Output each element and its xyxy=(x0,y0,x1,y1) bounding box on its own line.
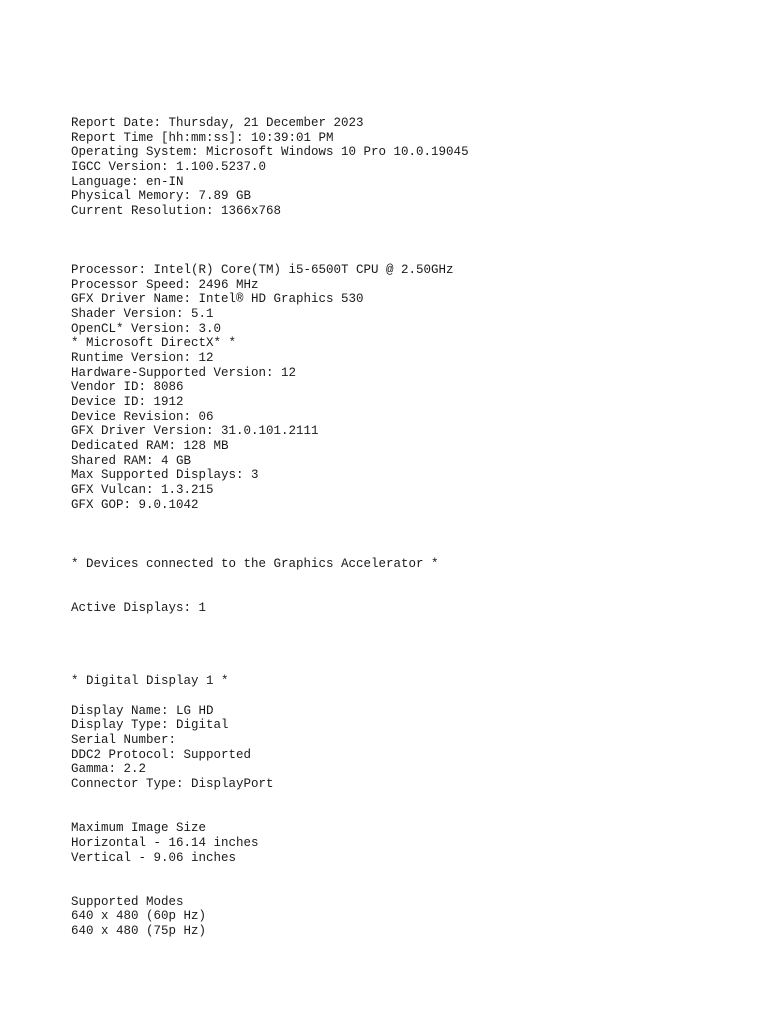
opencl-version: OpenCL* Version: 3.0 xyxy=(71,321,222,336)
spacer xyxy=(71,689,469,704)
report-document xyxy=(71,116,469,939)
display-type: Display Type: Digital xyxy=(71,718,229,733)
spacer xyxy=(71,792,469,821)
runtime-version: Runtime Version: 12 xyxy=(71,350,214,365)
supported-modes-heading: Supported Modes xyxy=(71,894,184,909)
display-name: Display Name: LG HD xyxy=(71,703,214,718)
ddc2-protocol: DDC2 Protocol: Supported xyxy=(71,747,252,762)
vendor-id: Vendor ID: 8086 xyxy=(71,380,184,395)
gfx-driver-version: GFX Driver Version: 31.0.101.2111 xyxy=(71,424,319,439)
display-1-heading: * Digital Display 1 * xyxy=(71,674,229,689)
horizontal-size: Horizontal - 16.14 inches xyxy=(71,835,259,850)
serial-number: Serial Number: xyxy=(71,733,177,748)
gfx-vulcan: GFX Vulcan: 1.3.215 xyxy=(71,483,214,498)
gfx-driver-name: GFX Driver Name: Intel® HD Graphics 530 xyxy=(71,292,364,307)
hardware-supported-version: Hardware-Supported Version: 12 xyxy=(71,365,297,380)
graphics-info-section xyxy=(71,263,469,513)
processor-speed: Processor Speed: 2496 MHz xyxy=(71,277,259,292)
processor: Processor: Intel(R) Core(TM) i5-6500T CPU @ 2.50GHz xyxy=(71,262,454,277)
operating-system: Operating System: Microsoft Windows 10 Pro 10.0.19045 xyxy=(71,145,469,160)
igcc-version: IGCC Version: 1.100.5237.0 xyxy=(71,160,267,175)
gfx-gop: GFX GOP: 9.0.1042 xyxy=(71,497,199,512)
connector-type: Connector Type: DisplayPort xyxy=(71,777,274,792)
spacer xyxy=(71,571,469,600)
device-id: Device ID: 1912 xyxy=(71,395,184,409)
active-displays: Active Displays: 1 xyxy=(71,600,207,615)
image-size-heading: Maximum Image Size xyxy=(71,821,207,836)
max-supported-displays: Max Supported Displays: 3 xyxy=(71,468,259,483)
devices-heading: * Devices connected to the Graphics Accelerator * xyxy=(71,556,439,571)
language: Language: en-IN xyxy=(71,174,184,189)
device-revision: Device Revision: 06 xyxy=(71,409,214,424)
mode-item: 640 x 480 (75p Hz) xyxy=(71,923,207,938)
report-time: Report Time [hh:mm:ss]: 10:39:01 PM xyxy=(71,130,334,145)
spacer xyxy=(71,513,469,557)
current-resolution: Current Resolution: 1366x768 xyxy=(71,204,282,219)
report-date: Report Date: Thursday, 21 December 2023 xyxy=(71,116,364,130)
directx-heading: * Microsoft DirectX* * xyxy=(71,336,237,351)
shader-version: Shader Version: 5.1 xyxy=(71,306,214,321)
gamma: Gamma: 2.2 xyxy=(71,762,147,777)
supported-modes-section xyxy=(71,895,469,939)
image-size-section xyxy=(71,821,469,865)
shared-ram: Shared RAM: 4 GB xyxy=(71,453,192,468)
dedicated-ram: Dedicated RAM: 128 MB xyxy=(71,439,229,454)
spacer xyxy=(71,865,469,894)
mode-item: 640 x 480 (60p Hz) xyxy=(71,909,207,924)
system-info-section xyxy=(71,116,469,219)
spacer xyxy=(71,615,469,674)
vertical-size: Vertical - 9.06 inches xyxy=(71,850,237,865)
physical-memory: Physical Memory: 7.89 GB xyxy=(71,189,252,204)
spacer xyxy=(71,219,469,263)
display-1-section xyxy=(71,674,469,792)
